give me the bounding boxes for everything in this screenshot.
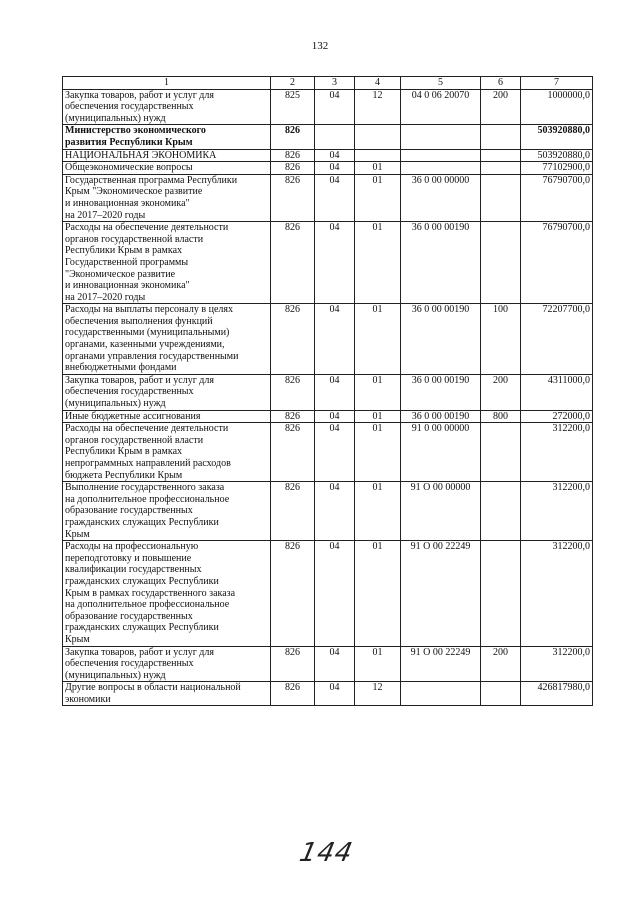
row-name: Закупка товаров, работ и услуг для обеспечения государственных (муниципальных) нужд [63,646,271,682]
row-amount: 312200,0 [521,541,593,646]
row-amount: 4311000,0 [521,374,593,410]
row-amount: 72207700,0 [521,304,593,375]
row-name: НАЦИОНАЛЬНАЯ ЭКОНОМИКА [63,149,271,162]
row-expense-type [481,162,521,175]
row-amount: 76790700,0 [521,174,593,221]
row-expense-type: 100 [481,304,521,375]
row-ministry-code: 826 [271,149,315,162]
table-body [63,89,593,706]
row-expense-type [481,125,521,149]
row-subsection: 01 [355,374,401,410]
row-name: Расходы на выплаты персоналу в целях обеспечения выполнения функций государственными (муниципальными) органами, казенными учреждениями, органами управления государственными внебюджетными фондами [63,304,271,375]
row-subsection: 01 [355,423,401,482]
row-section [315,125,355,149]
row-target-article [401,682,481,706]
row-amount: 503920880,0 [521,125,593,149]
row-subsection: 12 [355,682,401,706]
row-ministry-code: 826 [271,222,315,304]
handwritten-page-mark: 144 [296,838,356,868]
row-ministry-code: 826 [271,482,315,541]
row-subsection: 01 [355,174,401,221]
row-target-article: 91 О 00 00000 [401,482,481,541]
header-col-2: 2 [271,77,315,90]
header-col-6: 6 [481,77,521,90]
row-section: 04 [315,541,355,646]
row-ministry-code: 826 [271,541,315,646]
row-name: Выполнение государственного заказа на дополнительное профессиональное образование государственных гражданских служащих Республики Крым [63,482,271,541]
row-subsection: 01 [355,222,401,304]
row-section: 04 [315,304,355,375]
row-expense-type [481,222,521,304]
row-name: Министерство экономического развития Республики Крым [63,125,271,149]
row-target-article: 36 0 00 00190 [401,374,481,410]
row-target-article: 36 0 00 00190 [401,222,481,304]
row-section: 04 [315,423,355,482]
table-row [63,222,593,304]
row-amount: 312200,0 [521,482,593,541]
row-target-article: 91 О 00 22249 [401,646,481,682]
budget-table [62,76,593,706]
row-amount: 1000000,0 [521,89,593,125]
row-section: 04 [315,410,355,423]
row-name: Иные бюджетные ассигнования [63,410,271,423]
row-section: 04 [315,222,355,304]
row-subsection: 01 [355,541,401,646]
row-ministry-code: 826 [271,423,315,482]
table-row [63,304,593,375]
row-amount: 272000,0 [521,410,593,423]
row-target-article [401,125,481,149]
row-amount: 76790700,0 [521,222,593,304]
table-row [63,174,593,221]
header-col-3: 3 [315,77,355,90]
table-row [63,423,593,482]
row-target-article: 36 0 00 00190 [401,410,481,423]
row-subsection: 01 [355,304,401,375]
row-expense-type [481,682,521,706]
row-target-article: 91 О 00 22249 [401,541,481,646]
row-ministry-code: 826 [271,410,315,423]
table-row [63,89,593,125]
header-col-5: 5 [401,77,481,90]
row-subsection: 01 [355,410,401,423]
row-target-article [401,162,481,175]
row-expense-type: 200 [481,374,521,410]
row-name: Расходы на профессиональную переподготовку и повышение квалификации государственных гражданских служащих Республики Крым в рамках государственного заказа на дополнительное профессиональное образование государственных гражданских служащих Республики Крым [63,541,271,646]
row-target-article [401,149,481,162]
table-row [63,374,593,410]
row-ministry-code: 826 [271,374,315,410]
header-col-7: 7 [521,77,593,90]
row-ministry-code: 826 [271,304,315,375]
row-name: Закупка товаров, работ и услуг для обеспечения государственных (муниципальных) нужд [63,89,271,125]
row-ministry-code: 825 [271,89,315,125]
row-amount: 426817980,0 [521,682,593,706]
row-section: 04 [315,374,355,410]
row-section: 04 [315,89,355,125]
row-subsection [355,149,401,162]
row-name: Другие вопросы в области национальной экономики [63,682,271,706]
row-ministry-code: 826 [271,682,315,706]
row-expense-type [481,482,521,541]
row-name: Государственная программа Республики Крым "Экономическое развитие и инновационная экономика" на 2017–2020 годы [63,174,271,221]
row-expense-type [481,423,521,482]
row-amount: 77102900,0 [521,162,593,175]
header-col-4: 4 [355,77,401,90]
table-row [63,682,593,706]
row-amount: 503920880,0 [521,149,593,162]
table-row [63,541,593,646]
row-amount: 312200,0 [521,423,593,482]
table-row [63,482,593,541]
row-name: Расходы на обеспечение деятельности органов государственной власти Республики Крым в рамках Государственной программы "Экономическое развитие и инновационная экономика" на 2017–2020 годы [63,222,271,304]
row-ministry-code: 826 [271,174,315,221]
row-expense-type: 200 [481,89,521,125]
table-row [63,646,593,682]
row-section: 04 [315,149,355,162]
row-subsection: 01 [355,646,401,682]
row-subsection: 01 [355,482,401,541]
row-subsection: 01 [355,162,401,175]
row-target-article: 36 0 00 00000 [401,174,481,221]
table-row [63,125,593,149]
row-section: 04 [315,646,355,682]
row-name: Закупка товаров, работ и услуг для обеспечения государственных (муниципальных) нужд [63,374,271,410]
row-ministry-code: 826 [271,646,315,682]
row-subsection [355,125,401,149]
row-ministry-code: 826 [271,162,315,175]
row-expense-type [481,149,521,162]
table-header-row [63,77,593,90]
row-amount: 312200,0 [521,646,593,682]
row-target-article: 04 0 06 20070 [401,89,481,125]
row-section: 04 [315,682,355,706]
page-number: 132 [311,40,329,52]
row-subsection: 12 [355,89,401,125]
row-expense-type [481,541,521,646]
row-target-article: 91 0 00 00000 [401,423,481,482]
row-section: 04 [315,482,355,541]
row-target-article: 36 0 00 00190 [401,304,481,375]
row-section: 04 [315,162,355,175]
row-name: Расходы на обеспечение деятельности органов государственной власти Республики Крым в рамках непрограммных направлений расходов бюджета Республики Крым [63,423,271,482]
header-col-1: 1 [63,77,271,90]
table-row [63,410,593,423]
table-row [63,149,593,162]
row-expense-type [481,174,521,221]
row-name: Общеэкономические вопросы [63,162,271,175]
row-ministry-code: 826 [271,125,315,149]
row-expense-type: 200 [481,646,521,682]
table-row [63,162,593,175]
row-section: 04 [315,174,355,221]
row-expense-type: 800 [481,410,521,423]
